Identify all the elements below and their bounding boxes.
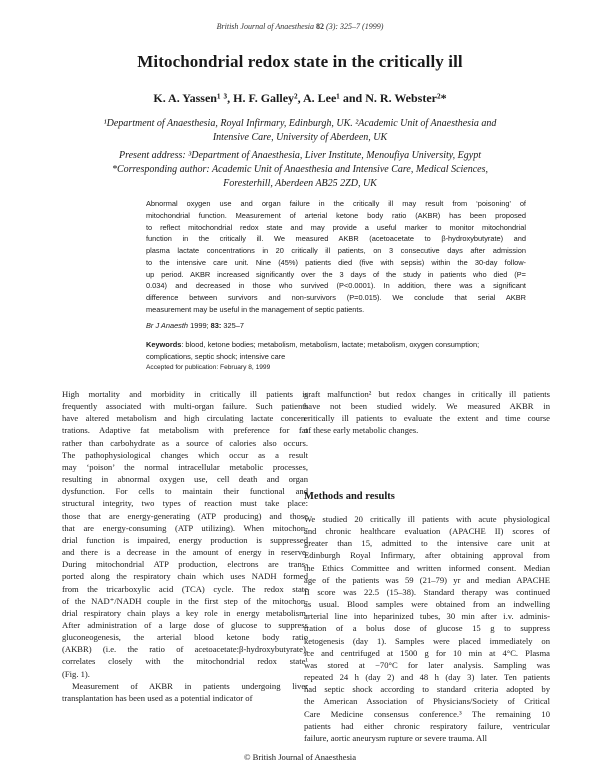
keywords <box>146 339 526 362</box>
citation-volume: 83: <box>210 321 222 330</box>
body-text-line: as usual. Blood samples were obtained from an indwelling <box>304 599 550 610</box>
body-text-line: trations. Adaptive fat metabolism with preference for fat <box>62 425 308 436</box>
abstract-line: function in the critically ill. We measured AKBR (acetoacetate to β-hydroxybutyrate) and <box>146 234 526 244</box>
body-text-line: gluconeogenesis, the arterial blood ketone body ratio <box>62 632 308 643</box>
body-text-line: Edinburgh Royal Infirmary, after obtaining approval from <box>304 550 550 561</box>
body-text-line: have not been studied widely. We measured AKBR in <box>304 401 550 412</box>
abstract-line: measurement may be useful in the management of septic patients. <box>146 304 365 314</box>
running-head <box>0 22 600 31</box>
body-text-line: and chronic healthcare evaluation (APACHE II) scores of <box>304 526 550 537</box>
body-text-line: the Ethics Committee and written informed consent. Median <box>304 562 550 573</box>
abstract-line: difference between survivors and non-survivors (P=0.015). We conclude that serial AKBR <box>146 293 526 302</box>
body-text-line: failure, aortic aneurysm rupture or severe trauma. All <box>304 732 488 743</box>
citation-journal: Br J Anaesth <box>146 321 189 330</box>
body-text-line: of the NAD⁺/NADH couple in the first step of the mitochon- <box>62 595 308 606</box>
citation-pages: 325–7 <box>223 321 244 330</box>
body-text-line: The pathophysiological changes which occur as a result <box>62 449 308 460</box>
body-text-line: tration of a bolus dose of glucose 15 g to suppress <box>304 623 550 634</box>
body-text-line: High mortality and morbidity in critically ill patients is <box>62 389 308 399</box>
abstract-line: to the intensive care unit. Nine (45%) patients died (five with sepsis) within the 30-day follow- <box>146 257 526 267</box>
copyright-footer: © British Journal of Anaesthesia <box>243 752 357 762</box>
section-heading: Methods and results <box>304 491 395 502</box>
body-text-line: ice and centrifuged at 1500 g for 10 min at 4°C. Plasma <box>304 647 550 658</box>
body-text-line: repeated 24 h (day 2) and 48 h (day 3) later. Ten patients <box>304 672 550 683</box>
body-text-line: (Fig. 1). <box>62 668 90 679</box>
abstract-line: to reflect mitochondrial redox state and may provide a useful marker to monitor mitochondrial <box>146 222 526 232</box>
body-text-line: structural integrity, two types of reaction must take place: <box>62 498 308 509</box>
body-text-line: After administration of a large dose of glucose to suppress <box>62 619 308 630</box>
right-column-intro <box>304 388 550 437</box>
affiliation-line-2: Intensive Care, University of Aberdeen, UK <box>212 132 388 143</box>
keywords-label: Keywords <box>146 340 182 349</box>
body-text-line: and there is a decrease in the amount of energy in reserve. <box>62 547 308 558</box>
body-text-line: that are energy-consuming (ATP utilizing). When mitochon- <box>62 522 308 533</box>
body-text-line: from the tricarboxylic acid (TCA) cycle. The redox state <box>62 583 308 594</box>
journal-issue: (3): <box>326 22 339 31</box>
body-text-line: (AKBR) (i.e. the ratio of acetoacetate:β-hydroxybutyrate), <box>62 644 308 655</box>
author-list: K. A. Yassen¹ ³, H. F. Galley², A. Lee¹ and N. R. Webster²* <box>153 91 447 105</box>
body-text-line: had septic shock according to standard criteria adopted by <box>304 684 550 695</box>
body-text-line: critically ill patients to evaluate the extent and time course <box>304 413 550 424</box>
accepted-date: Accepted for publication: February 8, 1999 <box>146 364 271 371</box>
body-text-line: correlates closely with the mitochondrial redox state¹ <box>62 656 308 667</box>
article-title: Mitochondrial redox state in the critically ill <box>137 52 463 71</box>
body-text-line: may ‘poison’ the normal intracellular metabolic processes, <box>62 461 308 472</box>
body-text-line: those that are energy-generating (ATP producing) and those <box>62 510 308 521</box>
right-column-methods <box>304 513 550 744</box>
body-text-line: drial function is impaired, energy production is suppressed <box>62 534 308 545</box>
body-text-line: age of the patients was 59 (21–79) yr and median APACHE <box>304 574 550 585</box>
journal-volume: 82 <box>316 22 325 31</box>
present-address: Present address: ³Department of Anaesthesia, Liver Institute, Menoufiya University, Egypt <box>118 150 481 161</box>
keywords-line-1: : blood, ketone bodies; metabolism, metabolism, lactate; metabolism, oxygen consumption; <box>181 340 480 349</box>
abstract-line: up period. AKBR increased significantly over the 3 days of the study in patients who died (P= <box>146 269 526 279</box>
affiliation-line-1: ¹Department of Anaesthesia, Royal Infirmary, Edinburgh, UK. ²Academic Unit of Anaesthesia and <box>103 118 497 129</box>
body-text-line: dysfunction. For cells to maintain their functional and <box>62 486 308 497</box>
abstract-line: 0.034) and decreased in those who survived (P<0.0001). In addition, there was a significant <box>146 281 526 291</box>
citation <box>146 321 526 330</box>
body-text-line: drial respiratory chain plays a key role in energy metabolism. <box>62 607 308 618</box>
body-text-line: have altered metabolism and high circulating lactate concen- <box>62 413 308 424</box>
body-text-line: ketogenesis (day 1). Samples were placed immediately on <box>304 635 550 646</box>
body-text-line: We studied 20 critically ill patients with acute physiological <box>304 514 550 524</box>
body-text-line: greater than 15, admitted to the intensive care unit at <box>304 538 550 549</box>
body-text-line: transplantation has been used as a potential indicator of <box>62 692 253 703</box>
abstract-line: mitochondrial function. Measurement of arterial ketone body ratio (AKBR) has been proposed <box>146 210 526 220</box>
corresponding-author-line-2: Foresterhill, Aberdeen AB25 2ZD, UK <box>223 178 377 189</box>
body-text-line: resulting in abnormal oxygen use, cell death and organ <box>62 474 308 485</box>
body-text-line: Measurement of AKBR in patients undergoing liver <box>72 680 308 691</box>
journal-name: British Journal of Anaesthesia <box>216 22 315 31</box>
citation-year: 1999; <box>190 321 209 330</box>
abstract <box>146 198 526 316</box>
abstract-line: plasma lactate concentrations in 20 critically ill patients, on 3 consecutive days after admission <box>146 246 526 255</box>
abstract-line: Abnormal oxygen use and organ failure in the critically ill may result from ‘poisoning’ of <box>146 199 526 208</box>
body-text-line: II score was 22.5 (15–38). Standard therapy was continued <box>304 586 550 597</box>
body-text-line: ported along the respiratory chain which uses NADH formed <box>62 571 308 582</box>
left-column <box>62 388 308 704</box>
body-text-line: graft malfunction² but redox changes in critically ill patients <box>304 389 550 399</box>
body-text-line: rather than carbohydrate as a source of calories also occurs. <box>62 437 308 448</box>
keywords-line-2: complications, septic shock; intensive care <box>146 351 286 361</box>
corresponding-author-line-1: *Corresponding author: Academic Unit of Anaesthesia and Intensive Care, Medical Sciences, <box>111 164 489 175</box>
body-text-line: During mitochondrial ATP production, electrons are trans- <box>62 559 308 570</box>
body-text-line: arterial line into heparinized tubes, 30 min after i.v. adminis- <box>304 611 550 622</box>
body-text-line: the American Association of Physicians/Society of Critical <box>304 696 550 707</box>
journal-pages-year: 325–7 (1999) <box>340 22 384 31</box>
body-text-line: was stored at −70°C for later analysis. Sampling was <box>304 659 550 670</box>
body-text-line: Care Medicine consensus conference.³ The remaining 10 <box>304 708 550 719</box>
body-text-line: of these early metabolic changes. <box>304 425 419 436</box>
body-text-line: patients had either chronic respiratory failure, ventricular <box>304 720 550 731</box>
body-text-line: frequently associated with multi-organ failure. Such patients <box>62 401 308 412</box>
